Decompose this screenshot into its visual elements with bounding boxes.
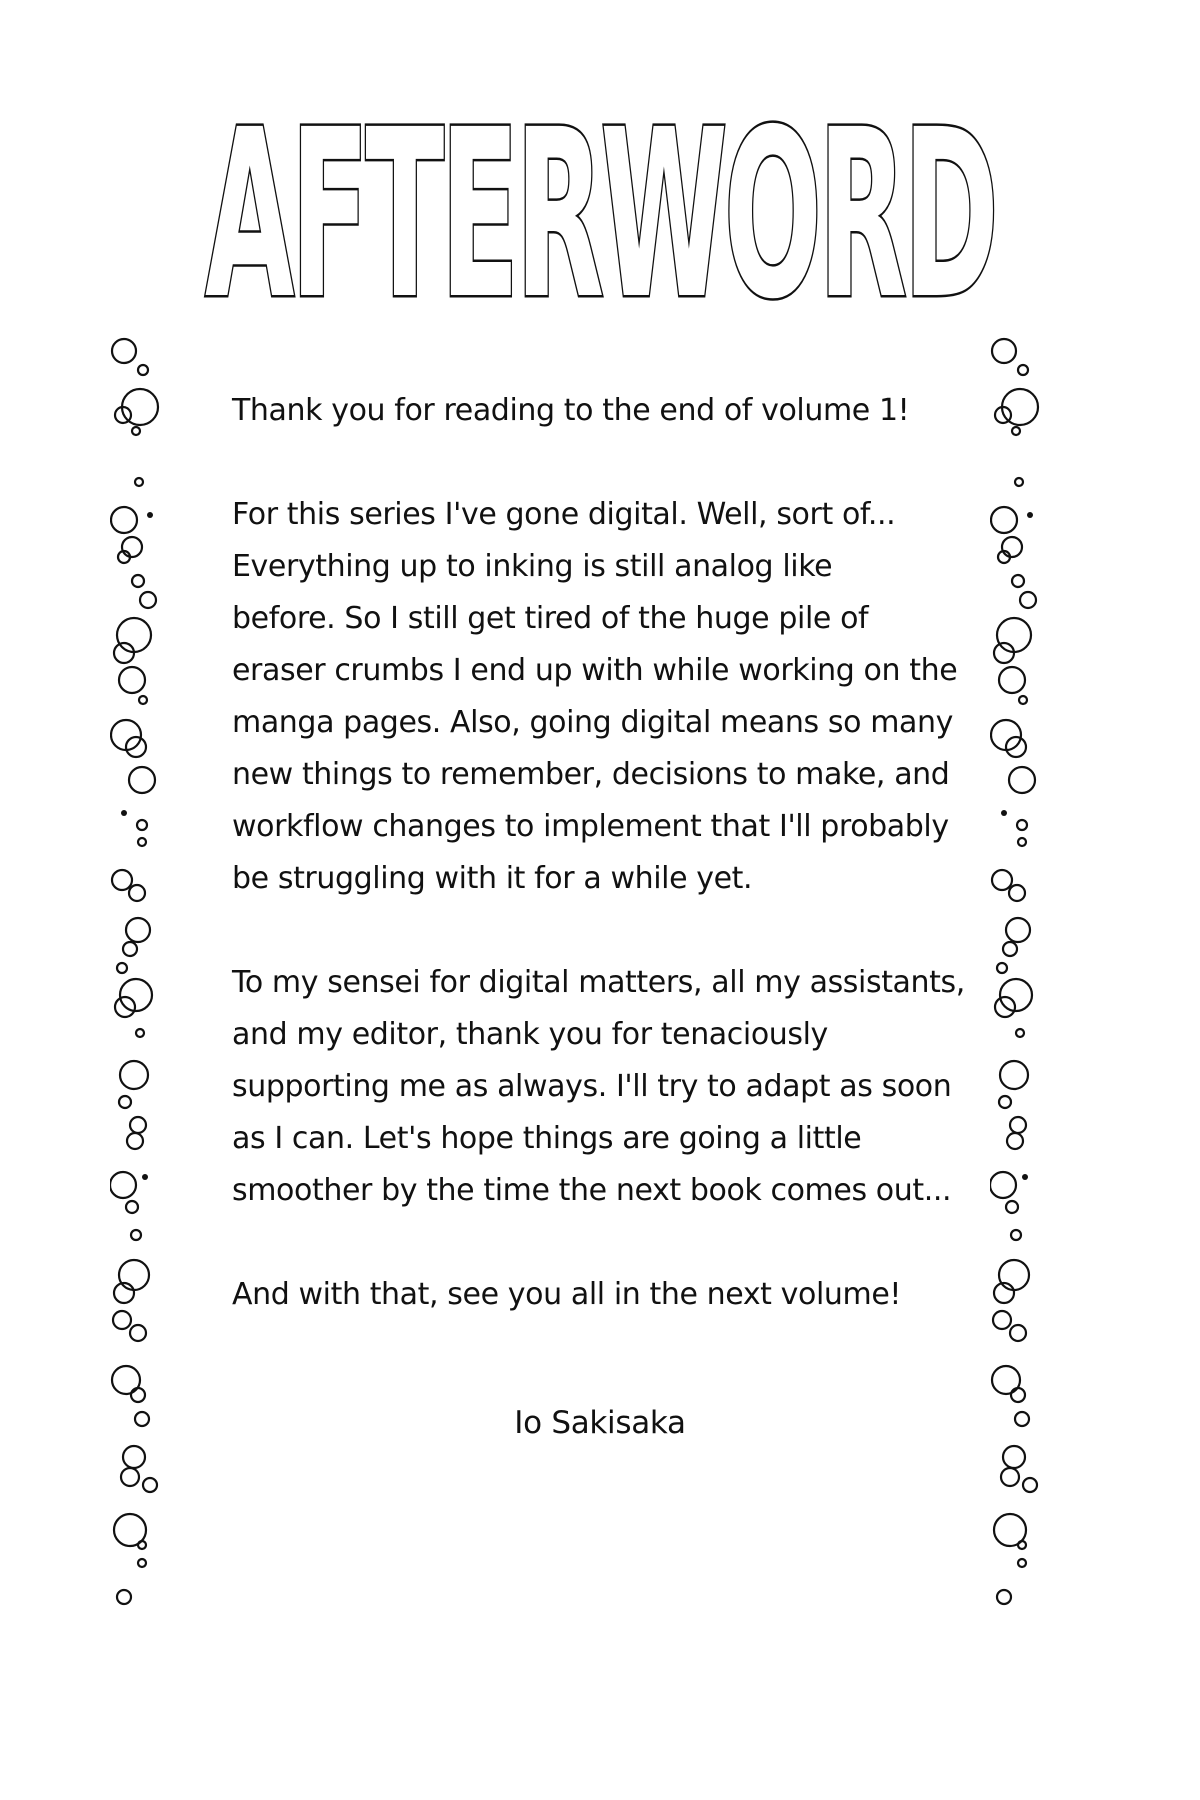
page-title — [200, 95, 1000, 330]
text-line: smoother by the time the next book comes out... — [232, 1173, 952, 1208]
title-text: AFTERWORD — [205, 95, 995, 330]
right-bubble-border — [990, 335, 1070, 1755]
text-line: supporting me as always. I'll try to adapt as soon — [232, 1069, 952, 1104]
text-line: manga pages. Also, going digital means so many — [232, 705, 953, 740]
title-lettering — [200, 95, 1000, 330]
text-line: To my sensei for digital matters, all my assistants, — [232, 965, 965, 1000]
text-line: be struggling with it for a while yet. — [232, 861, 753, 896]
text-line: new things to remember, decisions to make, and — [232, 757, 950, 792]
bubble-column-right — [990, 335, 1070, 1755]
left-bubble-border — [110, 335, 190, 1755]
bubble-column-left — [110, 335, 190, 1755]
paragraph-acknowledgements — [232, 957, 972, 1217]
author-signature: Io Sakisaka — [514, 1405, 686, 1441]
text-line: For this series I've gone digital. Well, sort of... — [232, 497, 896, 532]
text-line: and my editor, thank you for tenaciously — [232, 1017, 828, 1052]
text-line: Thank you for reading to the end of volume 1! — [232, 393, 910, 428]
paragraph-farewell — [232, 1269, 972, 1321]
text-line: workflow changes to implement that I'll probably — [232, 809, 949, 844]
afterword-body — [232, 385, 972, 1321]
text-line: eraser crumbs I end up with while working on the — [232, 653, 958, 688]
text-line: as I can. Let's hope things are going a little — [232, 1121, 862, 1156]
paragraph-thanks — [232, 385, 972, 437]
text-line: before. So I still get tired of the huge pile of — [232, 601, 869, 636]
paragraph-digital — [232, 489, 972, 905]
text-line: Everything up to inking is still analog like — [232, 549, 833, 584]
text-line: And with that, see you all in the next volume! — [232, 1277, 902, 1312]
